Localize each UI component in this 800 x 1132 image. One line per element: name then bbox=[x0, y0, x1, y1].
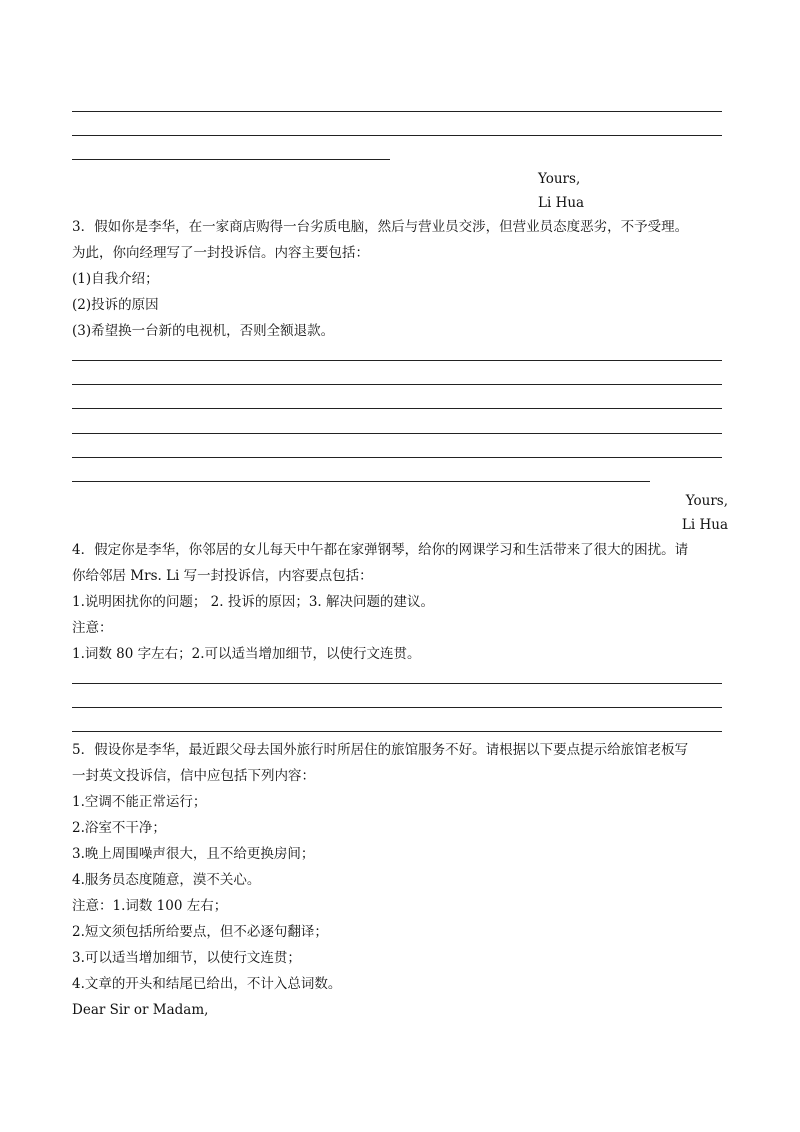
question-5-line: 2.浴室不干净； bbox=[72, 820, 166, 836]
answer-line bbox=[72, 384, 722, 385]
answer-line bbox=[72, 731, 722, 732]
answer-line bbox=[72, 683, 722, 684]
question-5-line: 3.可以适当增加细节，以使行文连贯； bbox=[72, 950, 301, 966]
letter-closing: Yours, bbox=[538, 171, 581, 187]
question-5 bbox=[72, 737, 728, 1023]
question-5-line: 2.短文须包括所给要点，但不必逐句翻译； bbox=[72, 924, 328, 940]
letter-signature: Li Hua bbox=[681, 517, 728, 533]
answer-line bbox=[72, 111, 722, 112]
letter-signature: Li Hua bbox=[538, 195, 585, 211]
question-5-line: 3.晚上周围噪声很大，且不给更换房间； bbox=[72, 846, 315, 862]
question-4-line: 注意： bbox=[72, 620, 113, 636]
question-5-line: 注意：1.词数 100 左右； bbox=[72, 898, 228, 914]
question-3-line: (2)投诉的原因 bbox=[72, 297, 159, 313]
question-3-line: 为此，你向经理写了一封投诉信。内容主要包括： bbox=[72, 245, 369, 261]
answer-line bbox=[72, 408, 722, 409]
question-5-line: 5．假设你是李华，最近跟父母去国外旅行时所居住的旅馆服务不好。请根据以下要点提示给旅馆老板写 bbox=[72, 742, 689, 758]
answer-line bbox=[72, 360, 722, 361]
answer-line bbox=[72, 159, 390, 160]
question-4-line: 1.词数 80 字左右；2.可以适当增加细节，以使行文连贯。 bbox=[72, 646, 421, 662]
answer-line bbox=[72, 481, 650, 482]
answer-line bbox=[72, 457, 722, 458]
letter-salutation: Dear Sir or Madam, bbox=[72, 1002, 209, 1018]
answer-line bbox=[72, 135, 722, 136]
question-4-line: 1.说明困扰你的问题； 2. 投诉的原因；3. 解决问题的建议。 bbox=[72, 594, 435, 610]
question-5-line: 1.空调不能正常运行； bbox=[72, 794, 207, 810]
question-3 bbox=[72, 214, 728, 344]
answer-line bbox=[72, 433, 722, 434]
question-5-line: 一封英文投诉信，信中应包括下列内容： bbox=[72, 768, 315, 784]
answer-line bbox=[72, 707, 722, 708]
letter-closing: Yours, bbox=[685, 493, 728, 509]
question-4 bbox=[72, 537, 728, 667]
question-3-line: 3．假如你是李华，在一家商店购得一台劣质电脑，然后与营业员交涉，但营业员态度恶劣，不予受理。 bbox=[72, 219, 689, 235]
question-4-line: 4．假定你是李华，你邻居的女儿每天中午都在家弹钢琴，给你的网课学习和生活带来了很大的困扰。请 bbox=[72, 542, 689, 558]
question-3-line: (3)希望换一台新的电视机，否则全额退款。 bbox=[72, 323, 335, 339]
question-4-line: 你给邻居 Mrs. Li 写一封投诉信，内容要点包括： bbox=[72, 568, 373, 584]
question-5-line: 4.文章的开头和结尾已给出，不计入总词数。 bbox=[72, 976, 342, 992]
question-3-line: (1)自我介绍； bbox=[72, 271, 159, 287]
question-5-line: 4.服务员态度随意，漠不关心。 bbox=[72, 872, 261, 888]
